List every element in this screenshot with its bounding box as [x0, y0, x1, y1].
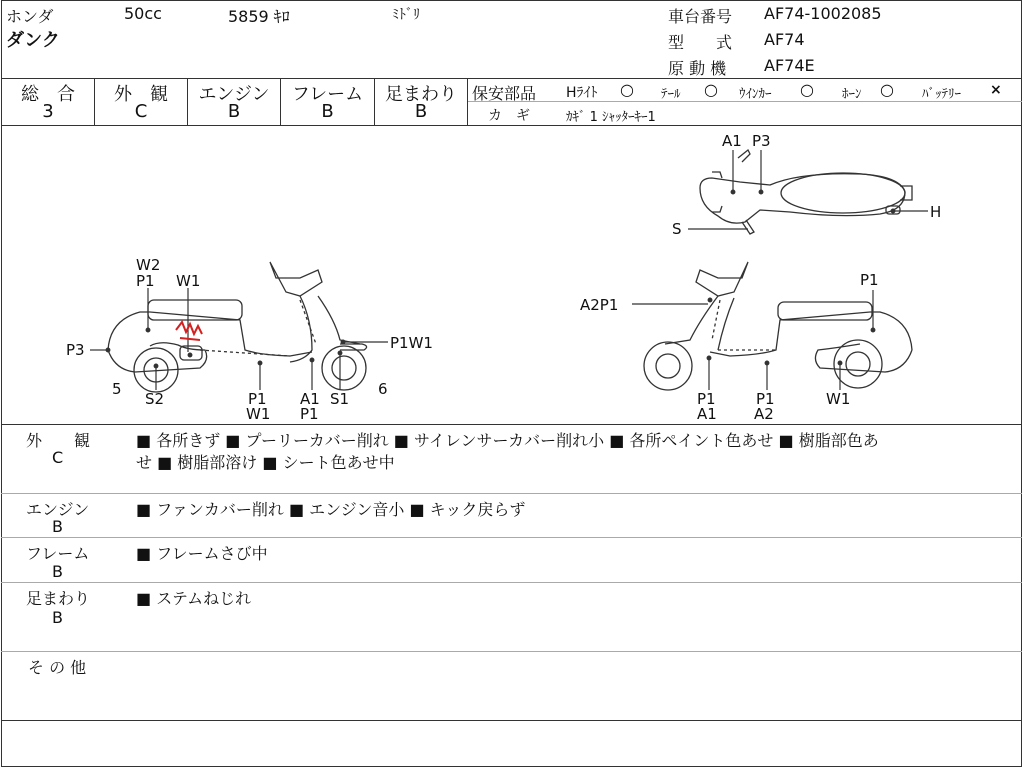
exterior-label: 外 観	[114, 84, 168, 105]
engine-model-label: 原 動 機	[668, 59, 727, 78]
divider	[1, 651, 1022, 652]
right-a2p1-label: A2P1	[580, 296, 619, 314]
left-w2-label: W2	[136, 256, 161, 274]
taillight-label: ﾃｰﾙ	[661, 87, 681, 102]
right-a2-label: A2	[754, 405, 774, 423]
engine-grade: B	[227, 101, 241, 122]
right-p1-mid-label: P1	[756, 390, 775, 408]
left-p1-label: P1	[136, 272, 155, 290]
type-label: 型 式	[668, 33, 733, 52]
right-p1-label: P1	[860, 271, 879, 289]
taillight-ok-mark: ○	[704, 80, 718, 99]
mileage: 5859 ｷﾛ	[228, 7, 290, 26]
remarks-engine-grade: B	[52, 517, 63, 536]
left-s1-label: S1	[330, 390, 350, 408]
engine-label: エンジン	[198, 84, 270, 105]
remarks-exterior-text-line1: ■ 各所きず ■ プーリーカバー削れ ■ サイレンサーカバー削れ小 ■ 各所ペイント色あせ ■ 樹脂部色あ	[136, 431, 879, 450]
top-s-label: S	[672, 220, 682, 238]
remarks-exterior-label: 外 観	[26, 431, 91, 450]
right-a1-label: A1	[697, 405, 717, 423]
left-p1-bottom-label: P1	[300, 405, 319, 423]
left-p1w1-label: P1W1	[390, 334, 433, 352]
left-a1-label: A1	[300, 390, 320, 408]
headlight-ok-mark: ○	[620, 80, 634, 99]
left-p1-lower-label: P1	[248, 390, 267, 408]
frame-label: フレーム	[291, 84, 364, 105]
remarks-exterior-text-line2: せ ■ 樹脂部溶け ■ シート色あせ中	[136, 453, 395, 472]
frame-grade: B	[321, 101, 334, 122]
top-view-scooter	[700, 150, 912, 234]
horn-ok-mark: ○	[880, 80, 894, 99]
remarks-frame-grade: B	[52, 562, 63, 581]
headlight-label: Hﾗｲﾄ	[566, 85, 598, 101]
right-w1-label: W1	[826, 390, 851, 408]
left-p3-label: P3	[66, 341, 85, 359]
battery-ng-mark: ×	[990, 82, 1002, 98]
color: ﾐﾄﾞﾘ	[392, 7, 420, 23]
left-5-label: 5	[112, 380, 122, 398]
remarks-engine-label: エンジン	[26, 500, 90, 519]
remarks-frame-text: ■ フレームさび中	[136, 544, 268, 563]
safety-label: 保安部品	[472, 84, 537, 103]
remarks-frame-label: フレーム	[26, 544, 90, 563]
maker: ホンダ	[6, 7, 54, 26]
top-a1-label: A1	[722, 132, 742, 150]
winker-ok-mark: ○	[800, 80, 814, 99]
exterior-grade: C	[134, 101, 148, 122]
key-label: カ ギ	[488, 108, 530, 124]
horn-label: ﾎｰﾝ	[842, 87, 862, 102]
battery-label: ﾊﾞｯﾃﾘｰ	[922, 87, 961, 102]
overall-grade: 3	[42, 101, 54, 122]
remarks-suspension-grade: B	[52, 608, 63, 627]
top-h-label: H	[930, 203, 942, 221]
left-s2-label: S2	[145, 390, 165, 408]
left-6-label: 6	[378, 380, 388, 398]
left-w1-lower-label: W1	[246, 405, 271, 423]
divider	[1, 537, 1022, 538]
engine-model-value: AF74E	[764, 56, 815, 75]
suspension-label: 足まわり	[385, 84, 457, 105]
model-name: ダンク	[6, 30, 60, 51]
divider	[1, 582, 1022, 583]
divider	[1, 493, 1022, 494]
right-p1-lower-label: P1	[697, 390, 716, 408]
remarks-engine-text: ■ ファンカバー削れ ■ エンジン音小 ■ キック戻らず	[136, 500, 526, 519]
displacement: 50cc	[124, 4, 162, 23]
chassis-label: 車台番号	[668, 7, 733, 26]
divider	[1, 424, 1022, 425]
winker-label: ｳｲﾝｶｰ	[739, 87, 772, 102]
remarks-suspension-text: ■ ステムねじれ	[136, 589, 252, 608]
suspension-grade: B	[414, 101, 428, 122]
damage-mark	[176, 322, 202, 340]
leader-lines	[90, 150, 928, 390]
remarks-exterior-grade: C	[52, 448, 64, 467]
overall-label: 総 合	[21, 84, 75, 105]
left-w1-label: W1	[176, 272, 201, 290]
divider	[1, 720, 1022, 721]
chassis-value: AF74-1002085	[764, 4, 882, 23]
type-value: AF74	[764, 30, 805, 49]
top-p3-label: P3	[752, 132, 771, 150]
remarks-other-label: そ の 他	[28, 658, 87, 677]
key-value: ｶｷﾞ 1 ｼｬｯﾀｰｷｰ1	[566, 110, 656, 125]
remarks-suspension-label: 足まわり	[26, 589, 91, 608]
